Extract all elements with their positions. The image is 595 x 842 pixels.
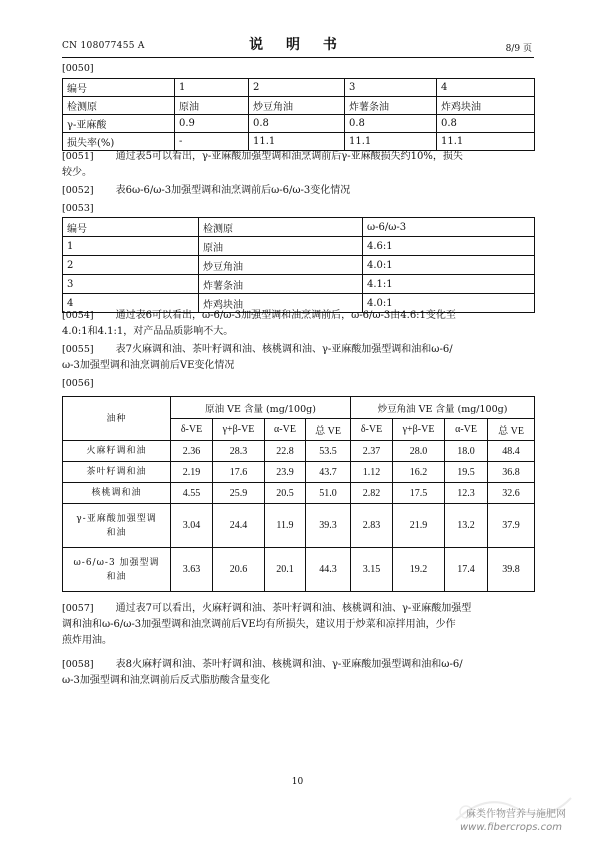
- column-header: α-VE: [445, 419, 488, 441]
- table-cell: 2: [63, 256, 199, 275]
- paragraph-text: 通过表7可以看出，火麻籽调和油、茶叶籽调和油、核桃调和油、γ-亚麻酸加强型: [115, 603, 472, 614]
- table-row: [63, 256, 535, 275]
- table-cell: 0.8: [249, 115, 345, 133]
- table-cell: 17.4: [445, 548, 488, 592]
- table-cell: 16.2: [393, 462, 445, 483]
- table-row: [63, 218, 535, 237]
- table-cell: 2.36: [171, 441, 213, 462]
- table-cell: 17.6: [213, 462, 265, 483]
- header-rule: [62, 57, 534, 58]
- table-cell: 2.19: [171, 462, 213, 483]
- table-cell: 13.2: [445, 504, 488, 548]
- table-cell: 22.8: [265, 441, 306, 462]
- table-cell: ω-6/ω-3: [363, 218, 535, 237]
- table-cell: 编号: [63, 218, 199, 237]
- paragraph-0054: [62, 308, 542, 340]
- table-cell: 原油: [175, 97, 249, 115]
- table-cell: 1: [63, 237, 199, 256]
- table-cell: 44.3: [306, 548, 351, 592]
- table-header-row: [63, 397, 535, 419]
- paragraph-text: 调和油和ω-6/ω-3加强型调和油烹调前后VE均有所损失，建议用于炒菜和凉拌用油，少作: [62, 619, 456, 630]
- table-cell: 53.5: [306, 441, 351, 462]
- table-cell: 2.82: [351, 483, 393, 504]
- table-cell: 11.9: [265, 504, 306, 548]
- oil-type-label-line: ω-6/ω-3 加强型调: [73, 557, 160, 568]
- paragraph-tag-0051: [0051]: [62, 151, 94, 162]
- paragraph-tag-0056: [0056]: [62, 378, 94, 389]
- paragraph-text: 通过表5可以看出，γ-亚麻酸加强型调和油烹调前后γ-亚麻酸损失约10%，损失: [115, 151, 463, 162]
- table-cell: 28.0: [393, 441, 445, 462]
- table-cell: 编号: [63, 79, 175, 97]
- paragraph-0058: [62, 657, 542, 689]
- table-cell: 11.1: [249, 133, 345, 151]
- table-cell: 炒豆角油: [249, 97, 345, 115]
- paragraph-tag-0055: [0055]: [62, 344, 94, 355]
- table-cell: 1: [175, 79, 249, 97]
- oil-type-label: [63, 548, 171, 592]
- table-row: [63, 133, 535, 151]
- paragraph-0055: [62, 342, 542, 374]
- table-row: [63, 462, 535, 483]
- table-cell: 36.8: [488, 462, 535, 483]
- table-cell: -: [175, 133, 249, 151]
- table-cell: 损失率(%): [63, 133, 175, 151]
- document-title: 说 明 书: [249, 37, 346, 53]
- column-header: γ+β-VE: [213, 419, 265, 441]
- table-cell: 炸薯条油: [345, 97, 437, 115]
- table-cell: 19.5: [445, 462, 488, 483]
- table-cell: 28.3: [213, 441, 265, 462]
- table-cell: 21.9: [393, 504, 445, 548]
- table-7-caption: ω-3加强型调和油烹调前后VE变化情况: [62, 360, 235, 371]
- table-cell: 39.8: [488, 548, 535, 592]
- paragraph-tag-0058: [0058]: [62, 659, 94, 670]
- paragraph-text: 煎炸用油。: [62, 635, 112, 646]
- table-row: [63, 504, 535, 548]
- paragraph-tag-0057: [0057]: [62, 603, 94, 614]
- table-cell: 3.04: [171, 504, 213, 548]
- table-cell: 原油: [199, 237, 363, 256]
- table-cell: 3: [63, 275, 199, 294]
- paragraph-tag-0052: [0052]: [62, 185, 94, 196]
- table-cell: 11.1: [345, 133, 437, 151]
- paragraph-0051: [62, 149, 542, 181]
- table-cell: 0.8: [345, 115, 437, 133]
- table-cell: 20.5: [265, 483, 306, 504]
- column-header: 总 VE: [306, 419, 351, 441]
- table-cell: 炸鸡块油: [437, 97, 535, 115]
- table-7: [62, 396, 535, 592]
- table-cell: 23.9: [265, 462, 306, 483]
- table-cell: 18.0: [445, 441, 488, 462]
- table-cell: 11.1: [437, 133, 535, 151]
- table-cell: γ-亚麻酸: [63, 115, 175, 133]
- table-cell: 19.2: [393, 548, 445, 592]
- paragraph-text: 4.0:1和4.1:1，对产品品质影响不大。: [62, 326, 234, 337]
- table-5: [62, 78, 535, 151]
- table-cell: 2: [249, 79, 345, 97]
- oil-type-label-line: 和油: [106, 571, 127, 582]
- table-cell: 4.55: [171, 483, 213, 504]
- table-cell: 4.0:1: [363, 256, 535, 275]
- oil-type-label-line: γ-亚麻酸加强型调: [76, 513, 157, 524]
- watermark-text: 麻类作物营养与施肥网: [466, 809, 566, 820]
- page-indicator: 8/9 页: [505, 44, 532, 54]
- table-row: [63, 441, 535, 462]
- paragraph-text: 较少。: [62, 167, 92, 178]
- table-cell: 12.3: [445, 483, 488, 504]
- oil-type-label: 核桃调和油: [63, 483, 171, 504]
- table-cell: 48.4: [488, 441, 535, 462]
- table-cell: 0.8: [437, 115, 535, 133]
- table-cell: 2.37: [351, 441, 393, 462]
- table-row: [63, 275, 535, 294]
- table-row: [63, 97, 535, 115]
- table-cell: 检测原: [199, 218, 363, 237]
- table-cell: 24.4: [213, 504, 265, 548]
- table-cell: 3.15: [351, 548, 393, 592]
- table-6: [62, 217, 535, 313]
- table-8-caption: ω-3加强型调和油烹调前后反式脂肪酸含量变化: [62, 675, 270, 686]
- table-cell: 炸薯条油: [199, 275, 363, 294]
- column-header: 总 VE: [488, 419, 535, 441]
- table-cell: 25.9: [213, 483, 265, 504]
- paragraph-0057: [62, 601, 542, 649]
- table-cell: 4.1:1: [363, 275, 535, 294]
- table-cell: 2.83: [351, 504, 393, 548]
- column-header: δ-VE: [351, 419, 393, 441]
- paragraph-0052: [62, 183, 542, 199]
- oil-type-label: 茶叶籽调和油: [63, 462, 171, 483]
- watermark-url: www.fibercrops.com: [460, 822, 562, 833]
- table-row: [63, 548, 535, 592]
- oil-type-label-line: 和油: [106, 527, 127, 538]
- table-row: [63, 79, 535, 97]
- table-cell: 1.12: [351, 462, 393, 483]
- column-header: γ+β-VE: [393, 419, 445, 441]
- paragraph-tag-0054: [0054]: [62, 310, 94, 321]
- table-cell: 4.6:1: [363, 237, 535, 256]
- table-cell: 43.7: [306, 462, 351, 483]
- table-cell: 20.6: [213, 548, 265, 592]
- oil-type-header: 油种: [63, 397, 171, 441]
- table-cell: 4: [63, 294, 199, 313]
- page-number: 10: [291, 777, 304, 787]
- table-cell: 4.0:1: [363, 294, 535, 313]
- oil-type-label: [63, 504, 171, 548]
- raw-oil-ve-header: 原油 VE 含量 (mg/100g): [171, 397, 351, 419]
- table-row: [63, 237, 535, 256]
- table-6-caption: 表6ω-6/ω-3加强型调和油烹调前后ω-6/ω-3变化情况: [115, 185, 351, 196]
- table-cell: 39.3: [306, 504, 351, 548]
- paragraph-text: 通过表6可以看出，ω-6/ω-3加强型调和油烹调前后，ω-6/ω-3由4.6:1变化至: [115, 310, 456, 321]
- table-cell: 51.0: [306, 483, 351, 504]
- paragraph-tag-0053: [0053]: [62, 203, 94, 214]
- paragraph-tag-0050: [0050]: [62, 63, 94, 74]
- table-8-caption: 表8火麻籽调和油、茶叶籽调和油、核桃调和油、γ-亚麻酸加强型调和油和ω-6/: [115, 659, 463, 670]
- table-row: [63, 483, 535, 504]
- fried-oil-ve-header: 炒豆角油 VE 含量 (mg/100g): [351, 397, 535, 419]
- table-cell: 3.63: [171, 548, 213, 592]
- table-cell: 检测原: [63, 97, 175, 115]
- table-cell: 4: [437, 79, 535, 97]
- table-cell: 20.1: [265, 548, 306, 592]
- table-cell: 37.9: [488, 504, 535, 548]
- table-row: [63, 115, 535, 133]
- table-cell: 3: [345, 79, 437, 97]
- table-7-caption: 表7火麻调和油、茶叶籽调和油、核桃调和油、γ-亚麻酸加强型调和油和ω-6/: [115, 344, 453, 355]
- table-cell: 17.5: [393, 483, 445, 504]
- patent-number: CN 108077455 A: [62, 41, 145, 51]
- table-cell: 炒豆角油: [199, 256, 363, 275]
- table-cell: 炸鸡块油: [199, 294, 363, 313]
- oil-type-label: 火麻籽调和油: [63, 441, 171, 462]
- table-cell: 0.9: [175, 115, 249, 133]
- column-header: α-VE: [265, 419, 306, 441]
- table-cell: 32.6: [488, 483, 535, 504]
- column-header: δ-VE: [171, 419, 213, 441]
